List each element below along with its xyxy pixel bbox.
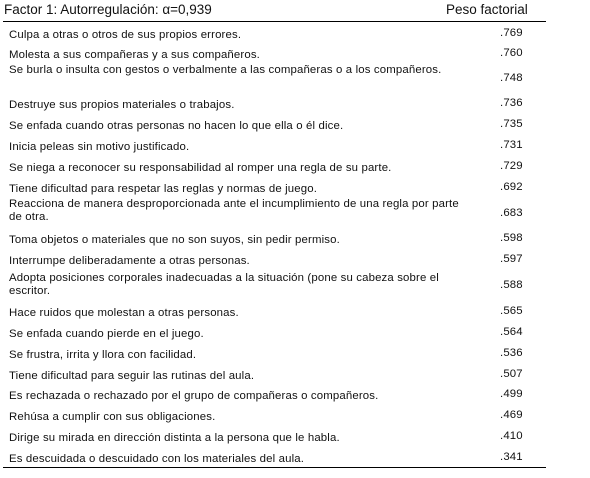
item-weight: .729 [500, 160, 523, 172]
item-description: Es descuidada o descuidado con los materiales del aula. [9, 453, 305, 465]
item-weight: .410 [500, 430, 523, 442]
item-description: Toma objetos o materiales que no son suyos, sin pedir permiso. [9, 234, 340, 246]
item-description: Tiene dificultad para seguir las rutinas del aula. [9, 370, 255, 382]
item-weight: .769 [500, 27, 523, 39]
item-weight: .564 [500, 326, 523, 338]
item-description: Molesta a sus compañeras y a sus compañeros. [9, 49, 260, 61]
item-description: Se niega a reconocer su responsabilidad al romper una regla de su parte. [9, 162, 392, 174]
item-weight: .507 [500, 368, 523, 380]
item-description: Reacciona de manera desproporcionada ante el incumplimiento de una regla por parte de otra. [9, 198, 459, 223]
item-weight: .598 [500, 232, 523, 244]
item-weight: .683 [500, 207, 523, 219]
item-description: Interrumpe deliberadamente a otras personas. [9, 255, 250, 267]
item-weight: .565 [500, 305, 523, 317]
item-weight: .735 [500, 118, 523, 130]
item-description: Inicia peleas sin motivo justificado. [9, 141, 190, 153]
item-weight: .341 [500, 451, 523, 463]
item-weight: .736 [500, 97, 523, 109]
item-description: Hace ruidos que molestan a otras personas. [9, 307, 239, 319]
table-header [0, 0, 548, 21]
item-description: Se enfada cuando pierde en el juego. [9, 328, 204, 340]
item-description: Culpa a otras o otros de sus propios errores. [9, 29, 242, 41]
factor-title: Factor 1: Autorregulación: α=0,939 [4, 2, 212, 17]
item-description: Es rechazada o rechazado por el grupo de compañeras o compañeros. [9, 390, 379, 402]
item-weight: .692 [500, 181, 523, 193]
item-description: Dirige su mirada en dirección distinta a la persona que le habla. [9, 432, 340, 444]
factor-weight-header: Peso factorial [446, 2, 528, 17]
item-weight: .597 [500, 253, 523, 265]
item-weight: .748 [500, 72, 523, 84]
item-description: Adopta posiciones corporales inadecuadas a la situación (pone su cabeza sobre el escritor. [9, 272, 439, 297]
item-weight: .731 [500, 139, 523, 151]
item-description: Se enfada cuando otras personas no hacen lo que ella o él dice. [9, 120, 344, 132]
item-description: Rehúsa a cumplir con sus obligaciones. [9, 411, 216, 423]
item-description: Se burla o insulta con gestos o verbalmente a las compañeras o a los compañeros. [9, 64, 442, 76]
item-weight: .760 [500, 47, 523, 59]
item-weight: .588 [500, 279, 523, 291]
item-weight: .499 [500, 388, 523, 400]
item-description: Se frustra, irrita y llora con facilidad. [9, 349, 197, 361]
item-weight: .536 [500, 347, 523, 359]
header-rule [3, 21, 546, 22]
footer-rule [3, 467, 546, 468]
item-weight: .469 [500, 409, 523, 421]
item-description: Tiene dificultad para respetar las reglas y normas de juego. [9, 183, 318, 195]
item-description: Destruye sus propios materiales o trabajos. [9, 99, 235, 111]
